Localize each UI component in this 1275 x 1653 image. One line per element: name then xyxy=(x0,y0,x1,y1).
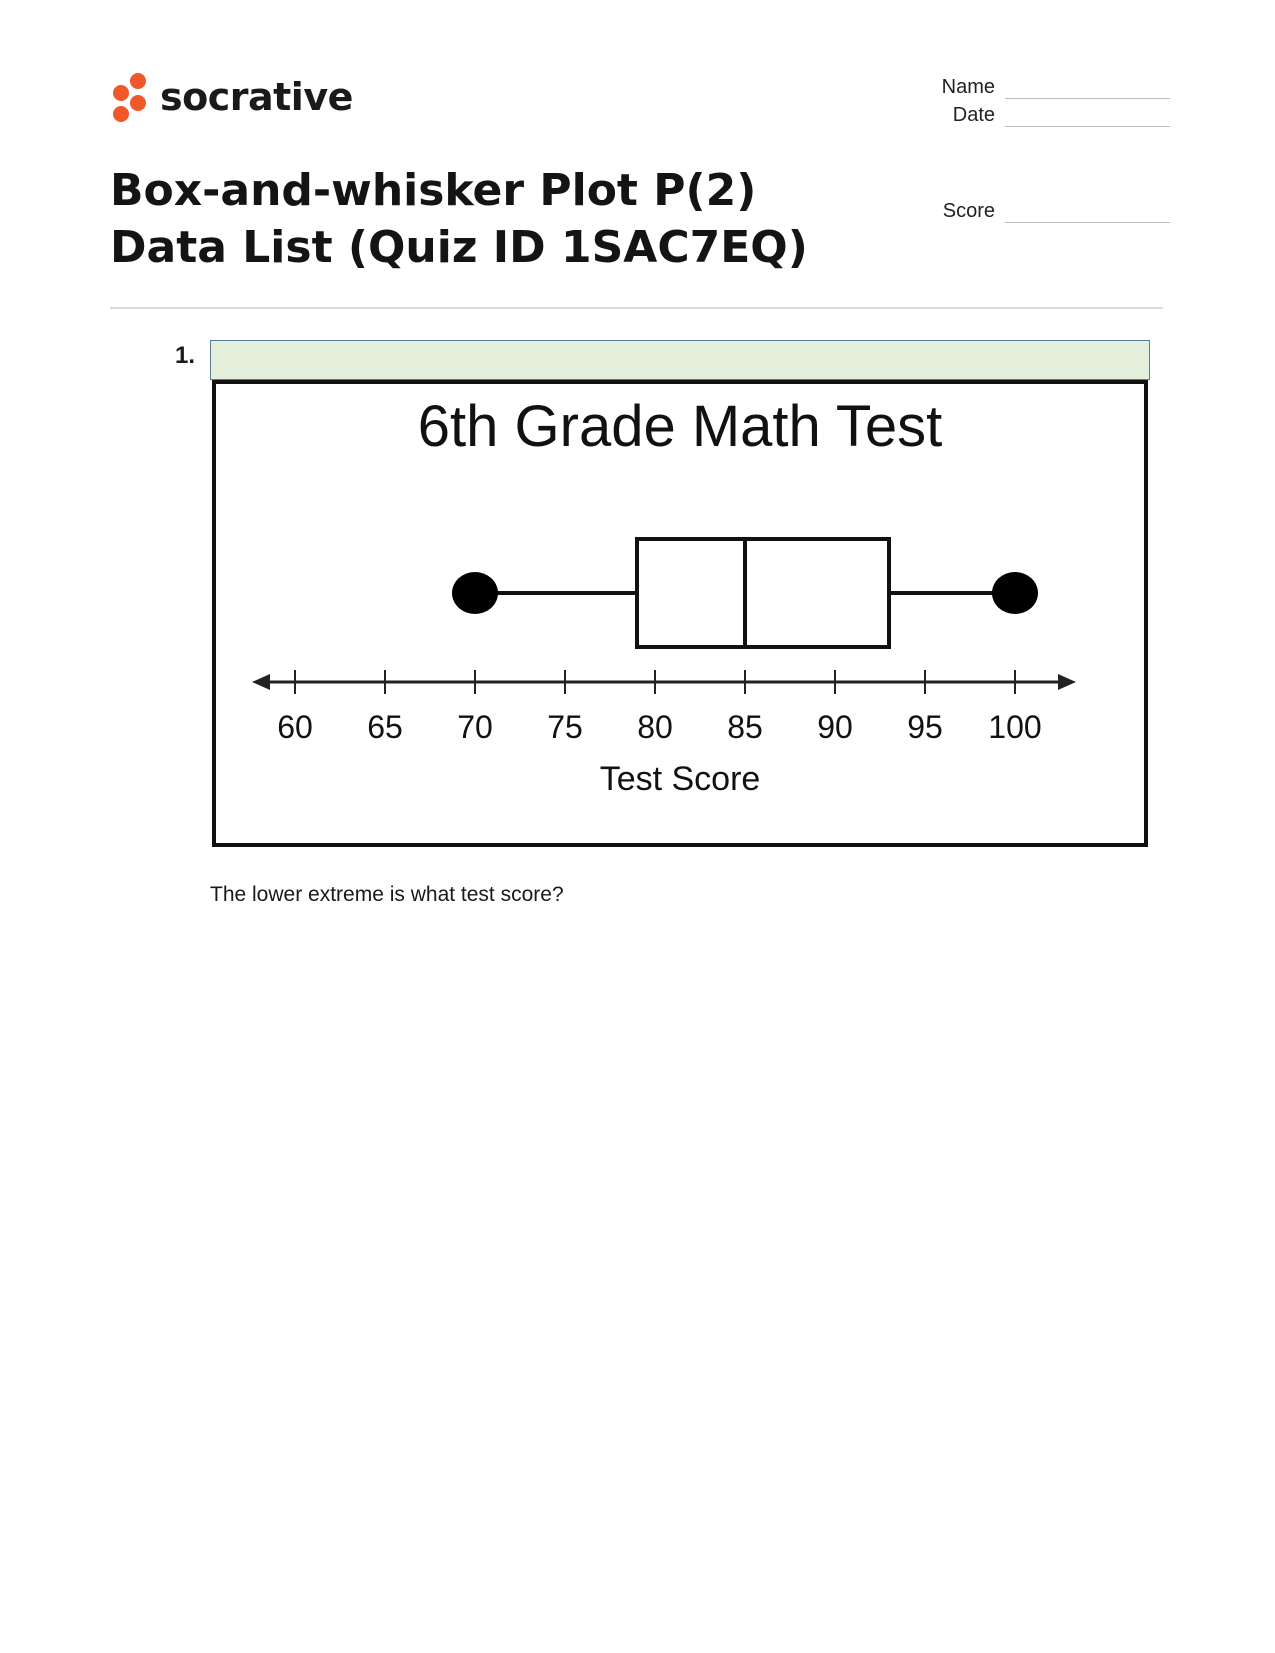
name-line[interactable] xyxy=(1005,98,1170,99)
x-axis-right-arrow xyxy=(1058,674,1076,690)
x-tick-label: 65 xyxy=(367,709,403,745)
score-line[interactable] xyxy=(1005,222,1170,223)
x-tick-label: 100 xyxy=(988,709,1042,745)
brand-name: socrative xyxy=(160,75,353,119)
logo-hexagons-icon xyxy=(110,72,150,122)
x-axis-label: Test Score xyxy=(599,760,761,798)
socrative-logo xyxy=(110,72,353,122)
x-tick-label: 70 xyxy=(457,709,493,745)
name-label: Name xyxy=(941,76,995,98)
date-label: Date xyxy=(952,104,995,126)
lower-extreme-point xyxy=(452,572,498,614)
x-tick-label: 75 xyxy=(547,709,583,745)
x-tick-label: 60 xyxy=(277,709,313,745)
box-plot-figure xyxy=(212,380,1148,847)
x-tick-label: 95 xyxy=(907,709,943,745)
x-axis-left-arrow xyxy=(252,674,270,690)
score-label: Score xyxy=(942,200,995,222)
x-tick-label: 85 xyxy=(727,709,763,745)
student-info-fields xyxy=(855,76,1275,246)
x-tick-label: 90 xyxy=(817,709,853,745)
date-line[interactable] xyxy=(1005,126,1170,127)
question-header-bar xyxy=(210,340,1150,380)
header-divider xyxy=(110,307,1163,309)
box-plot-chart xyxy=(216,384,1144,843)
x-tick-label: 80 xyxy=(637,709,673,745)
upper-extreme-point xyxy=(992,572,1038,614)
page-title: Box-and-whisker Plot P(2) Data List (Quiz ID 1SAC7EQ) xyxy=(110,165,808,273)
chart-title: 6th Grade Math Test xyxy=(417,394,943,459)
question-number: 1. xyxy=(175,342,196,369)
interquartile-box xyxy=(637,539,889,647)
question-text: The lower extreme is what test score? xyxy=(210,883,564,906)
